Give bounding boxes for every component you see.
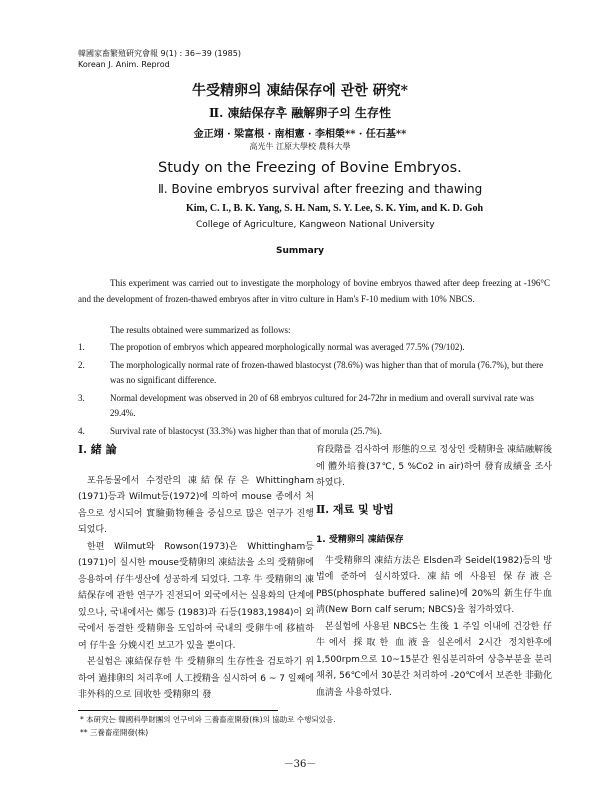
authors-english: Kim, C. I., B. K. Yang, S. H. Nam, S. Y. Lee, S. K. Yim, and K. D. Goh [186,203,484,214]
list-item-number: 3. [78,392,85,403]
list-item-number: 4. [78,425,85,436]
journal-line-1: 韓國家畜繁殖硏究會報 9(1) : 36~39 (1985) [78,49,241,58]
intro-paragraph-1: 포유동물에서 수정란의 凍結保存은 Whittingham (1971)등과 Wilmut등(1972)에 의하여 mouse 종에서 처음으로 성시되어 實驗動物種을 중심으로 많은 연구가 진행되었다. [78,475,314,535]
summary-paragraph: This experiment was carried out to investigate the morphology of bovine embryos thawed after deep freezing at -196°C and the development of frozen-thawed embryos after in vitro culture in Ham's F-10 medium with 10% NBCS. [78,278,550,304]
methods-paragraph-1: 牛受精卵의 凍結方法은 Elsden과 Seidel(1982)등의 방법에 준하여 실시하였다. 凍結에 사용된 保存液은 PBS(phosphate buffered saline)에 20%의 新生仔牛血淸(New Born calf serum; NBCS)을 첨가하였다. [316,555,552,615]
column-right [316,442,552,701]
summary-intro: The results obtained were summarized as follows: [110,325,291,335]
methods-paragraph-2: 본실험에 사용된 NBCS는 生後 1 주일 이내에 건강한 仔牛에서 採取한 血液을 실온에서 2시간 정치한후에 1,500rpm으로 10~15분간 원심분리하여 상층부분을 분리채취, 56℃에서 30분간 처리하여 -20℃에서 보존한 非動化 血淸을 사용하였다. [316,621,552,698]
section-heading-methods: Ⅱ. 재료 및 방법 [316,502,394,516]
list-item-number: 2. [78,359,85,370]
footnote-divider [78,710,278,711]
list-item [78,391,550,422]
subsection-heading-freezing: 1. 受精卵의 凍結保存 [316,535,404,545]
intro-paragraph-3: 본실험은 凍結保存한 牛 受精卵의 生存性을 검토하기 위하여 過排卵의 처리후에 人工授精을 실시하여 6 ~ 7 일째에 非外科的으로 回收한 受精卵의 發 [78,657,314,700]
list-item-number: 1. [78,342,85,352]
list-item [78,340,550,356]
intro-continuation: 育段階를 검사하여 形態的으로 정상인 受精卵을 凍結融解後에 體外培養(37℃, 5 %Co2 in air)하여 發育成績을 조사하였다. [316,445,552,488]
list-item-text: The propotion of embryos which appeared morphologically normal was averaged 77.5% (79/102). [110,342,465,352]
summary-heading: Summary [275,246,325,256]
summary-results-list [78,340,550,441]
page-number: －36－ [283,759,317,770]
section-heading-introduction: Ⅰ. 緒 論 [78,443,117,456]
subtitle-english: Ⅱ. Bovine embryos survival after freezing and thawing [158,182,483,196]
journal-line-2: Korean J. Anim. Reprod [78,60,170,69]
title-english: Study on the Freezing of Bovine Embryos. [158,160,462,176]
footnote-2: ** 三養畜産開發(株) [80,728,149,737]
subtitle-korean: Ⅱ. 凍結保存후 融解卵子의 生存性 [208,106,391,120]
title-korean: 牛受精卵의 凍結保存에 관한 硏究* [191,83,409,99]
affiliation-english: College of Agriculture, Kangweon National University [196,220,435,230]
list-item-text: Normal development was observed in 20 of 68 embryos cultured for 24-72hr in medium and overall survival rate was 29.4%. [110,392,534,418]
footnote-1: * 本硏究는 韓國科學財團의 연구비와 三養畜産開發(株)의 協助로 수행되었음. [80,715,336,724]
list-item [78,424,550,440]
list-item-text: Survival rate of blastocyst (33.3%) was higher than that of morula (25.7%). [110,425,382,436]
affiliation-korean: 高光牛 江原大學校 農科大學 [249,142,351,151]
intro-paragraph-2: 한편 Wilmut와 Rowson(1973)은 Whittingham등 (1971)이 실시한 mouse受精卵의 凍結法을 소의 受精卵에 응용하여 仔牛생산에 성공하게 되었다. 그후 牛 受精卵의 凍結保存에 관한 연구가 진전되어 외국에서는 실용화의 단계에 있으나, 국내에서는 鄭등 (1983)과 石등(1983,1984)이 외국에서 동결한 受精卵을 도입하여 국내의 受卵牛에 移植하여 仔牛을 分娩시킨 보고가 있을 뿐이다. [78,541,314,651]
list-item [78,358,550,389]
column-left [78,442,314,704]
journal-citation [78,48,241,70]
authors-korean: 金正翊 · 梁富根 · 南相憲 · 李相榮** · 任石基** [193,129,407,140]
list-item-text: The morphologically normal rate of frozen-thawed blastocyst (78.6%) was higher than that of morula (76.7%), but there was no significant difference. [110,359,544,385]
